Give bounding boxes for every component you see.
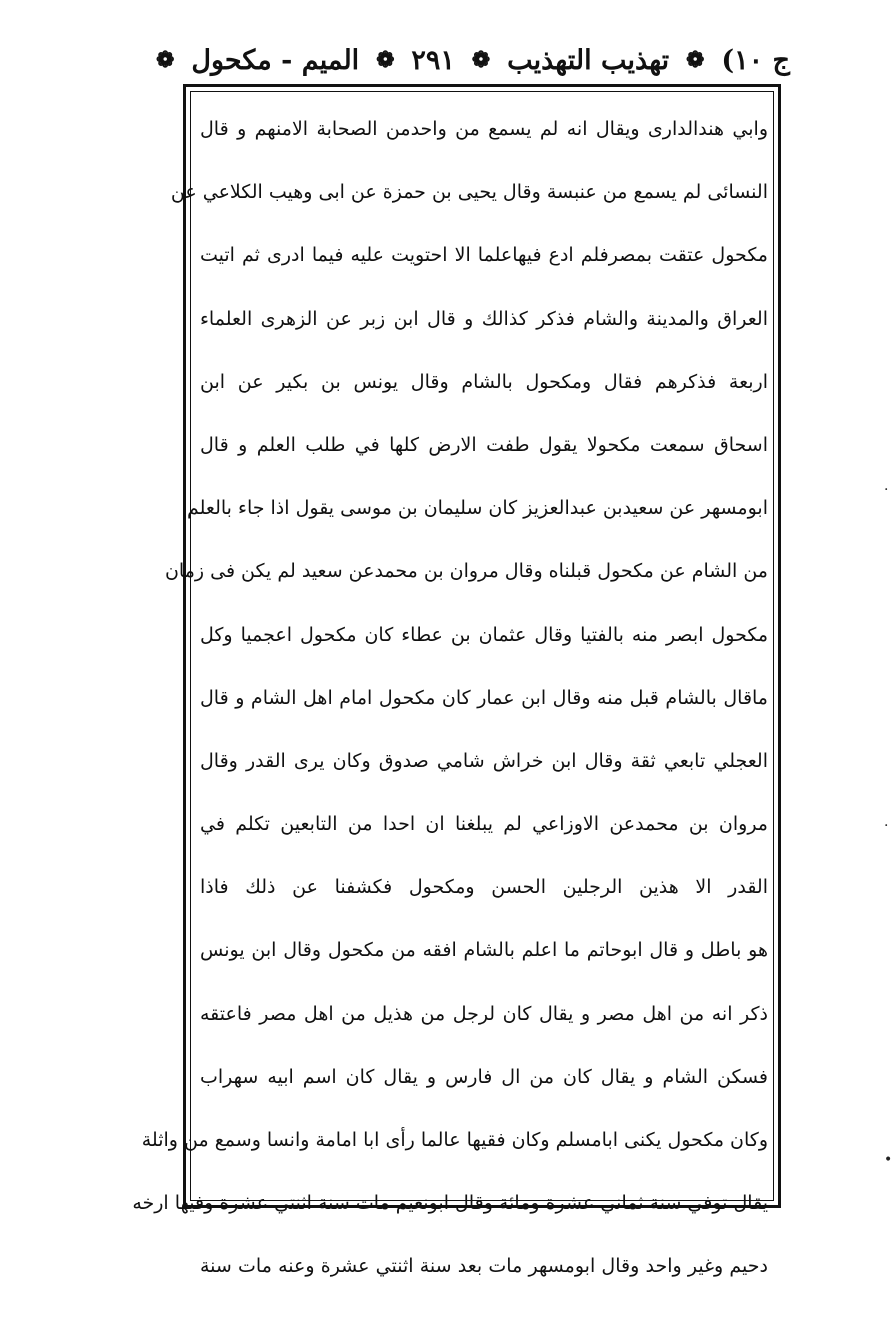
text-line: القدر الا هذين الرجلين الحسن ومكحول فكشفنا عن ذلك فاذا xyxy=(200,876,768,899)
margin-mark: · xyxy=(884,818,889,834)
text-line: مروان بن محمدعن الاوزاعي لم يبلغنا ان احدا من التابعين تكلم في xyxy=(200,813,768,836)
page-number: ٢٩١ xyxy=(411,44,455,76)
ornament-icon: ❁ xyxy=(471,47,491,73)
text-line: هو باطل و قال ابوحاتم ما اعلم بالشام افقه من مكحول وقال ابن يونس xyxy=(200,939,768,962)
text-line: وابي هندالدارى ويقال انه لم يسمع من واحدمن الصحابة الامنهم و قال xyxy=(200,118,768,140)
text-line: فسكن الشام و يقال كان من ال فارس و يقال كان اسم ابيه سهراب xyxy=(200,1065,768,1088)
margin-mark: • xyxy=(884,1152,893,1168)
text-line: ماقال بالشام قبل منه وقال ابن عمار كان مكحول امام اهل الشام و قال xyxy=(200,686,768,709)
text-line: مكحول عتقت بمصرفلم ادع فيهاعلما الا احتويت عليه فيما ادرى ثم اتيت xyxy=(200,244,768,267)
ornament-icon: ❁ xyxy=(156,47,175,73)
book-title: تهذيب التهذيب xyxy=(507,44,670,76)
text-line: يقال توفي سنة ثماني عشرة ومائة وقال ابونعيم مات سنة اثنتي عشرة وفيها ارخه xyxy=(132,1192,768,1215)
text-line: اسحاق سمعت مكحولا يقول طفت الارض كلها في طلب العلم و قال xyxy=(200,433,768,456)
text-line: النسائى لم يسمع من عنبسة وقال يحيى بن حمزة عن ابى وهيب الكلاعي عن xyxy=(170,181,768,204)
text-line: من الشام عن مكحول قبلناه وقال مروان بن محمدعن سعيد لم يكن فى زمان xyxy=(164,560,768,583)
text-line: مكحول ابصر منه بالفتيا وقال عثمان بن عطاء كان مكحول اعجميا وكل xyxy=(200,623,768,646)
page-header xyxy=(150,30,790,90)
text-line: العراق والمدينة والشام فذكر كذالك و قال ابن زبر عن الزهرى العلماء xyxy=(200,307,768,330)
ornament-icon: ❁ xyxy=(686,47,705,73)
volume-label: ج ١٠) xyxy=(721,44,790,76)
text-line: ابومسهر عن سعيدبن عبدالعزيز كان سليمان بن موسى يقول اذا جاء بالعلم xyxy=(187,497,768,520)
text-line: ذكر انه من اهل مصر و يقال كان لرجل من هذيل من اهل مصر فاعتقه xyxy=(200,1002,768,1025)
text-line: اربعة فذكرهم فقال ومكحول بالشام وقال يونس بن بكير عن ابن xyxy=(200,370,768,393)
ornament-icon: ❁ xyxy=(376,47,395,73)
body-text xyxy=(132,98,768,1299)
section-title: الميم - مكحول xyxy=(191,44,360,76)
margin-mark: · xyxy=(884,482,889,498)
text-line: دحيم وغير واحد وقال ابومسهر مات بعد سنة اثنتي عشرة وعنه مات سنة xyxy=(200,1255,768,1278)
text-line: العجلي تابعي ثقة وقال ابن خراش شامي صدوق وكان يرى القدر وقال xyxy=(200,749,768,772)
text-line: وكان مكحول يكنى ابامسلم وكان فقيها عالما رأى ابا امامة وانسا وسمع من واثلة xyxy=(141,1129,768,1151)
